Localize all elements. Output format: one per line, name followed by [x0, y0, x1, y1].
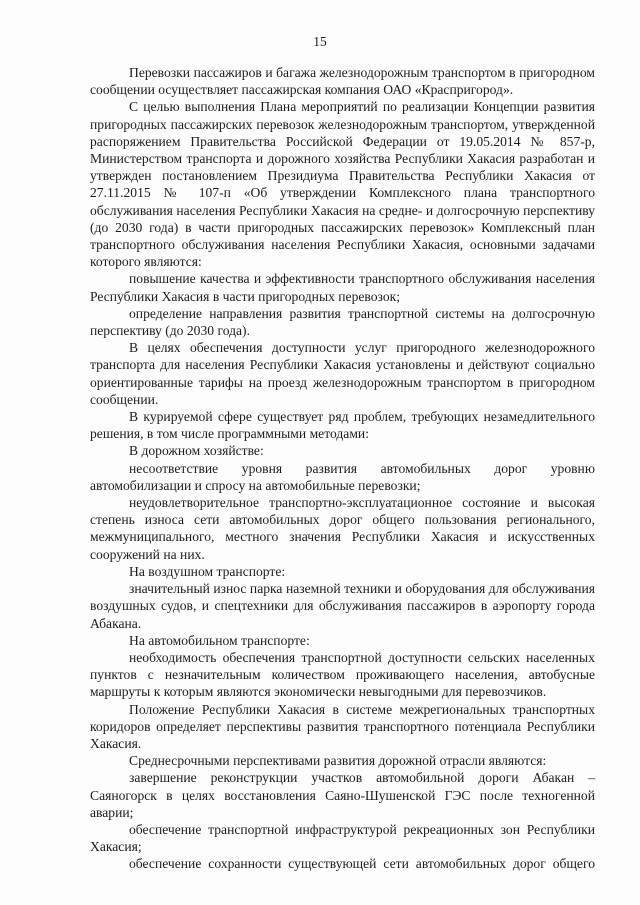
section-heading: На воздушном транспорте: [129, 563, 286, 579]
paragraph: повышение качества и эффективности транспортного обслуживания населения Республики Хакасия в части пригородных перевозок; [90, 271, 595, 304]
paragraph: обеспечение транспортной инфраструктурой рекреационных зон Республики Хакасия; [90, 821, 595, 855]
page-number: 15 [313, 34, 327, 49]
paragraph: Перевозки пассажиров и багажа железнодорожным транспортом в пригородном сообщении осуществляет пассажирская компания ОАО «Краспригород». [90, 65, 595, 98]
paragraph: Положение Республики Хакасия в системе межрегиональных транспортных коридоров определяет перспективы развития транспортного потенциала Республики Хакасия. [90, 701, 595, 751]
document-body [90, 64, 595, 873]
paragraph: С целью выполнения Плана мероприятий по реализации Концепции развития пригородных пассажирских перевозок железнодорожным транспортом, утвержденной распоряжением Правительства Российской Федерации от 19.05.2014 № 857-р, Министерством транспорта и дорожного хозяйства Республики Хакасия разработан и утвержден постановлением Президиума Правительства Республики Хакасия от 27.11.2015 № 107-п «Об утверждении Комплексного плана транспортного обслуживания населения Республики Хакасия на средне- и долгосрочную перспективу (до 2030 года) в части пригородных пассажирских перевозок» Комплексный план транспортного обслуживания населения Республики Хакасия, основными задачами которого являются: [90, 99, 595, 270]
paragraph: несоответствие уровня развития автомобильных дорог уровню автомобилизации и спросу на автомобильные перевозки; [90, 460, 595, 493]
paragraph: В целях обеспечения доступности услуг пригородного железнодорожного транспорта для населения Республики Хакасия установлены и действуют социально ориентированные тарифы на проезд железнодорожным транспортом в пригородном сообщении. [90, 340, 595, 407]
paragraph: В курируемой сфере существует ряд проблем, требующих незамедлительного решения, в том числе программными методами: [90, 409, 595, 442]
paragraph: значительный износ парка наземной техники и оборудования для обслуживания воздушных судов, и спецтехники для обслуживания пассажиров в аэропорту города Абакана. [90, 581, 595, 631]
paragraph: неудовлетворительное транспортно-эксплуатационное состояние и высокая степень износа сети автомобильных дорог общего пользования регионального, межмуниципального, местного значения Республики Хакасия и искусственных сооружений на них. [90, 495, 595, 562]
paragraph: определение направления развития транспортной системы на долгосрочную перспективу (до 2030 года). [90, 305, 595, 339]
paragraph: обеспечение сохранности существующей сети автомобильных дорог общего [129, 856, 595, 872]
section-heading: На автомобильном транспорте: [129, 632, 310, 648]
paragraph: завершение реконструкции участков автомобильной дороги Абакан – Саяногорск в целях восстановления Саяно-Шушенской ГЭС после техногенной аварии; [90, 770, 595, 820]
paragraph: Среднесрочными перспективами развития дорожной отрасли являются: [129, 753, 547, 769]
section-heading: В дорожном хозяйстве: [129, 443, 264, 459]
paragraph: необходимость обеспечения транспортной доступности сельских населенных пунктов с незначительным количеством проживающего населения, автобусные маршруты к которым являются экономически невыгодными для перевозчиков. [90, 649, 595, 700]
